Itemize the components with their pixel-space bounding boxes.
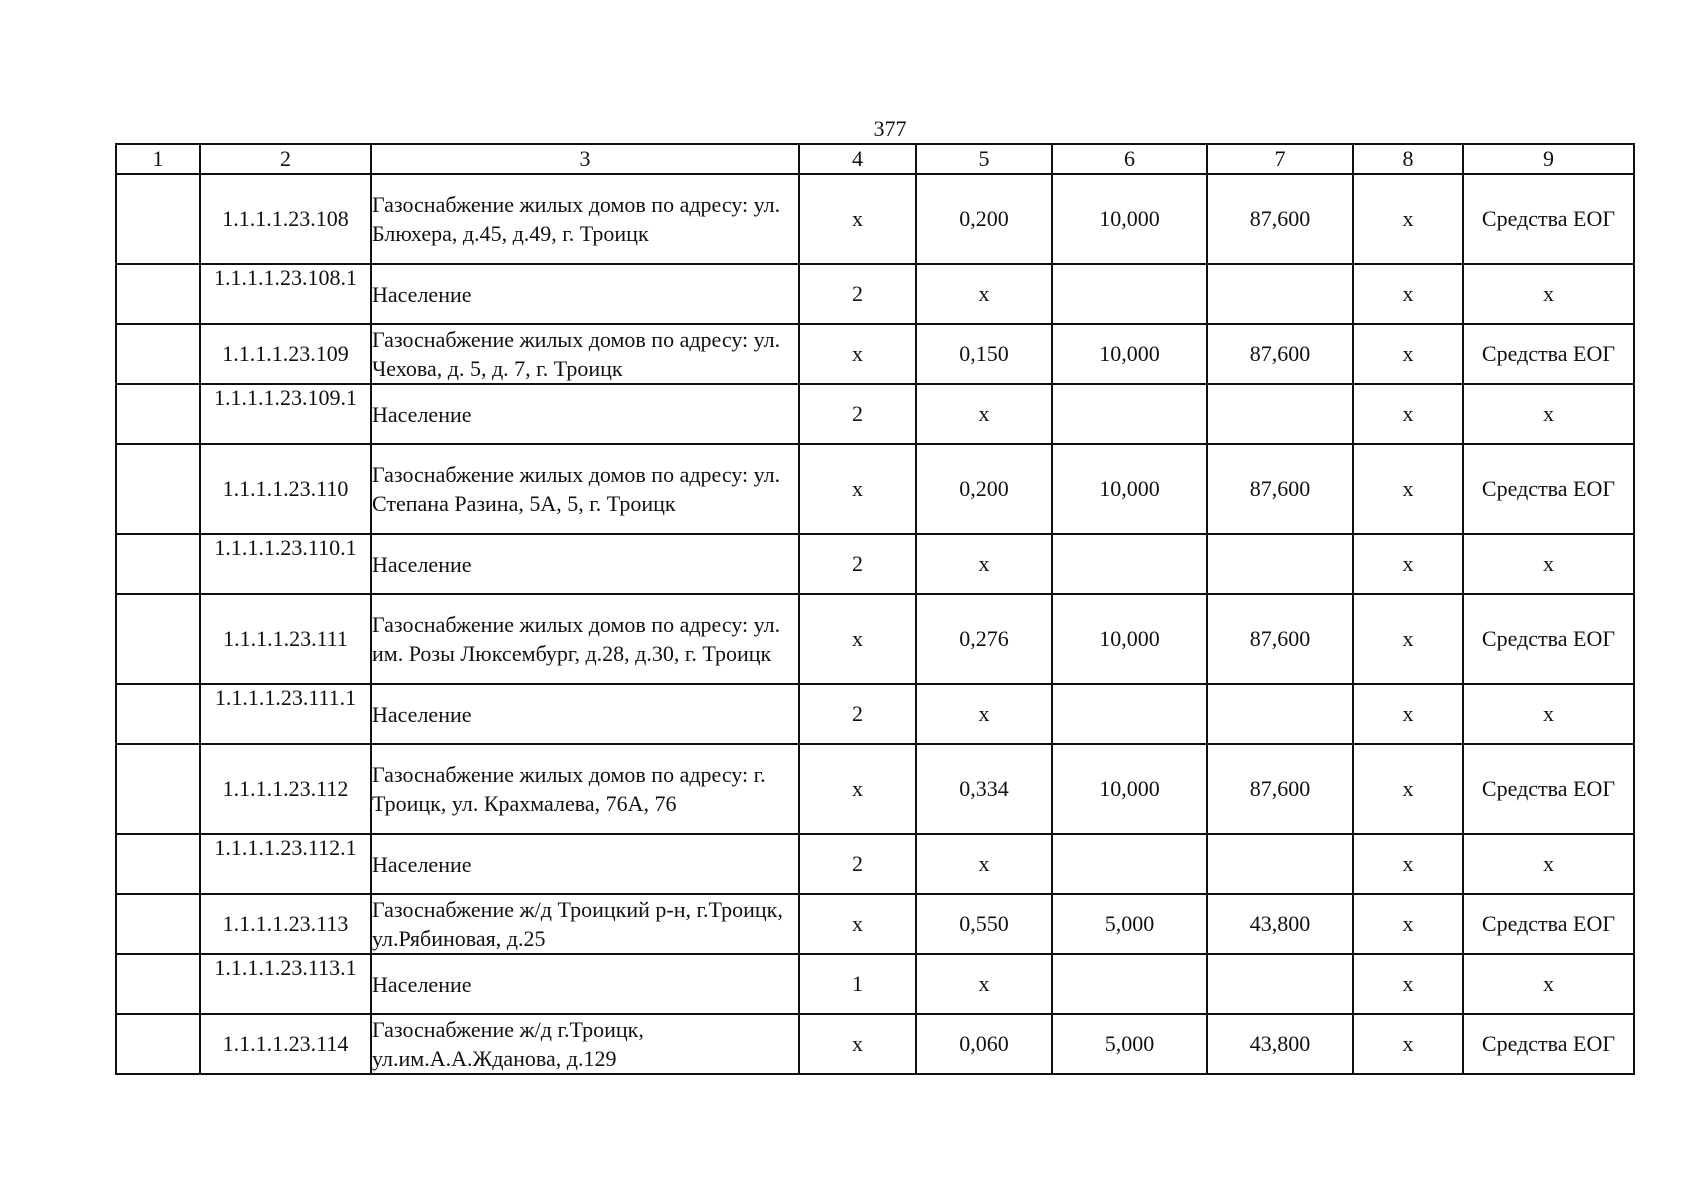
cell-col-4: 1 <box>799 954 916 1014</box>
cell-col-6: 10,000 <box>1052 444 1207 534</box>
header-row <box>116 144 1634 174</box>
cell-col-8: х <box>1353 444 1463 534</box>
cell-col-6 <box>1052 834 1207 894</box>
cell-col-9: х <box>1463 384 1634 444</box>
cell-description: Газоснабжение жилых домов по адресу: г. Троицк, ул. Крахмалева, 76А, 76 <box>371 744 799 834</box>
cell-col-6: 5,000 <box>1052 1014 1207 1074</box>
cell-col-8: х <box>1353 174 1463 264</box>
cell-code: 1.1.1.1.23.113 <box>200 894 371 954</box>
cell-description: Население <box>371 534 799 594</box>
cell-col-9: х <box>1463 954 1634 1014</box>
cell-col-7 <box>1207 264 1353 324</box>
cell-col-7 <box>1207 534 1353 594</box>
table-row <box>116 594 1634 684</box>
cell-col-4: 2 <box>799 264 916 324</box>
cell-col-7 <box>1207 834 1353 894</box>
cell-col-1 <box>116 594 200 684</box>
cell-col-9: Средства ЕОГ <box>1463 324 1634 384</box>
cell-code: 1.1.1.1.23.109.1 <box>200 384 371 444</box>
cell-col-4: х <box>799 744 916 834</box>
cell-col-1 <box>116 684 200 744</box>
cell-col-1 <box>116 954 200 1014</box>
cell-col-4: х <box>799 444 916 534</box>
cell-col-4: 2 <box>799 534 916 594</box>
table-row <box>116 384 1634 444</box>
header-cell-4: 4 <box>799 144 916 174</box>
cell-col-8: х <box>1353 384 1463 444</box>
table-row <box>116 834 1634 894</box>
cell-col-6: 5,000 <box>1052 894 1207 954</box>
header-cell-6: 6 <box>1052 144 1207 174</box>
cell-col-1 <box>116 834 200 894</box>
table-row <box>116 444 1634 534</box>
cell-col-7: 87,600 <box>1207 444 1353 534</box>
cell-col-1 <box>116 744 200 834</box>
cell-col-1 <box>116 444 200 534</box>
cell-code: 1.1.1.1.23.110.1 <box>200 534 371 594</box>
cell-col-1 <box>116 894 200 954</box>
table-row <box>116 534 1634 594</box>
cell-col-7: 87,600 <box>1207 744 1353 834</box>
header-cell-5: 5 <box>916 144 1052 174</box>
cell-col-4: х <box>799 174 916 264</box>
cell-col-6 <box>1052 684 1207 744</box>
cell-description: Население <box>371 384 799 444</box>
cell-col-7 <box>1207 954 1353 1014</box>
cell-col-1 <box>116 174 200 264</box>
cell-col-5: х <box>916 684 1052 744</box>
cell-code: 1.1.1.1.23.114 <box>200 1014 371 1074</box>
table-row <box>116 1014 1634 1074</box>
data-table <box>115 143 1635 1075</box>
cell-col-5: х <box>916 534 1052 594</box>
cell-code: 1.1.1.1.23.108 <box>200 174 371 264</box>
cell-description: Газоснабжение ж/д Троицкий р-н, г.Троицк, ул.Рябиновая, д.25 <box>371 894 799 954</box>
cell-col-8: х <box>1353 684 1463 744</box>
cell-col-7 <box>1207 684 1353 744</box>
cell-col-5: х <box>916 954 1052 1014</box>
cell-col-9: Средства ЕОГ <box>1463 1014 1634 1074</box>
cell-col-4: 2 <box>799 834 916 894</box>
cell-code: 1.1.1.1.23.108.1 <box>200 264 371 324</box>
cell-col-7: 43,800 <box>1207 1014 1353 1074</box>
cell-col-5: 0,200 <box>916 444 1052 534</box>
cell-col-4: х <box>799 594 916 684</box>
cell-col-1 <box>116 534 200 594</box>
cell-col-5: 0,334 <box>916 744 1052 834</box>
cell-description: Газоснабжение жилых домов по адресу: ул. Чехова, д. 5, д. 7, г. Троицк <box>371 324 799 384</box>
cell-col-1 <box>116 264 200 324</box>
cell-col-4: х <box>799 324 916 384</box>
cell-col-8: х <box>1353 834 1463 894</box>
cell-col-4: х <box>799 894 916 954</box>
table-row <box>116 324 1634 384</box>
cell-col-7: 43,800 <box>1207 894 1353 954</box>
table-row <box>116 264 1634 324</box>
cell-description: Население <box>371 834 799 894</box>
table-row <box>116 174 1634 264</box>
cell-col-8: х <box>1353 744 1463 834</box>
page-number: 377 <box>873 116 907 141</box>
cell-col-7: 87,600 <box>1207 174 1353 264</box>
cell-description: Население <box>371 954 799 1014</box>
header-cell-7: 7 <box>1207 144 1353 174</box>
cell-col-6: 10,000 <box>1052 174 1207 264</box>
cell-col-8: х <box>1353 264 1463 324</box>
cell-col-8: х <box>1353 1014 1463 1074</box>
cell-description: Газоснабжение жилых домов по адресу: ул. Степана Разина, 5А, 5, г. Троицк <box>371 444 799 534</box>
cell-col-6: 10,000 <box>1052 744 1207 834</box>
cell-col-1 <box>116 324 200 384</box>
cell-col-9: Средства ЕОГ <box>1463 174 1634 264</box>
cell-col-7: 87,600 <box>1207 324 1353 384</box>
header-cell-8: 8 <box>1353 144 1463 174</box>
cell-col-7: 87,600 <box>1207 594 1353 684</box>
cell-description: Население <box>371 684 799 744</box>
cell-col-1 <box>116 1014 200 1074</box>
cell-description: Газоснабжение жилых домов по адресу: ул. им. Розы Люксембург, д.28, д.30, г. Троицк <box>371 594 799 684</box>
cell-col-8: х <box>1353 894 1463 954</box>
cell-col-9: Средства ЕОГ <box>1463 444 1634 534</box>
cell-col-9: х <box>1463 264 1634 324</box>
cell-col-5: х <box>916 384 1052 444</box>
cell-code: 1.1.1.1.23.110 <box>200 444 371 534</box>
cell-col-9: х <box>1463 684 1634 744</box>
cell-col-7 <box>1207 384 1353 444</box>
cell-col-6 <box>1052 384 1207 444</box>
cell-col-8: х <box>1353 324 1463 384</box>
cell-col-8: х <box>1353 534 1463 594</box>
cell-col-6: 10,000 <box>1052 324 1207 384</box>
cell-col-6 <box>1052 534 1207 594</box>
table-row <box>116 744 1634 834</box>
cell-col-5: 0,060 <box>916 1014 1052 1074</box>
header-cell-9: 9 <box>1463 144 1634 174</box>
table-row <box>116 684 1634 744</box>
cell-col-9: Средства ЕОГ <box>1463 744 1634 834</box>
cell-col-1 <box>116 384 200 444</box>
cell-col-9: Средства ЕОГ <box>1463 894 1634 954</box>
cell-description: Население <box>371 264 799 324</box>
table-row <box>116 954 1634 1014</box>
cell-col-4: 2 <box>799 384 916 444</box>
cell-code: 1.1.1.1.23.109 <box>200 324 371 384</box>
cell-code: 1.1.1.1.23.111 <box>200 594 371 684</box>
cell-col-5: 0,276 <box>916 594 1052 684</box>
header-cell-1: 1 <box>116 144 200 174</box>
cell-col-6: 10,000 <box>1052 594 1207 684</box>
cell-col-4: 2 <box>799 684 916 744</box>
table-row <box>116 894 1634 954</box>
cell-col-6 <box>1052 264 1207 324</box>
cell-code: 1.1.1.1.23.112.1 <box>200 834 371 894</box>
cell-col-6 <box>1052 954 1207 1014</box>
cell-code: 1.1.1.1.23.113.1 <box>200 954 371 1014</box>
table-body <box>116 174 1634 1074</box>
cell-col-5: 0,550 <box>916 894 1052 954</box>
header-cell-3: 3 <box>371 144 799 174</box>
cell-col-9: х <box>1463 534 1634 594</box>
cell-description: Газоснабжение жилых домов по адресу: ул. Блюхера, д.45, д.49, г. Троицк <box>371 174 799 264</box>
cell-col-9: х <box>1463 834 1634 894</box>
cell-description: Газоснабжение ж/д г.Троицк, ул.им.А.А.Жданова, д.129 <box>371 1014 799 1074</box>
header-cell-2: 2 <box>200 144 371 174</box>
cell-col-5: х <box>916 834 1052 894</box>
cell-col-8: х <box>1353 594 1463 684</box>
cell-col-8: х <box>1353 954 1463 1014</box>
cell-col-5: 0,150 <box>916 324 1052 384</box>
cell-col-4: х <box>799 1014 916 1074</box>
cell-col-5: 0,200 <box>916 174 1052 264</box>
cell-col-5: х <box>916 264 1052 324</box>
cell-code: 1.1.1.1.23.111.1 <box>200 684 371 744</box>
cell-col-9: Средства ЕОГ <box>1463 594 1634 684</box>
cell-code: 1.1.1.1.23.112 <box>200 744 371 834</box>
